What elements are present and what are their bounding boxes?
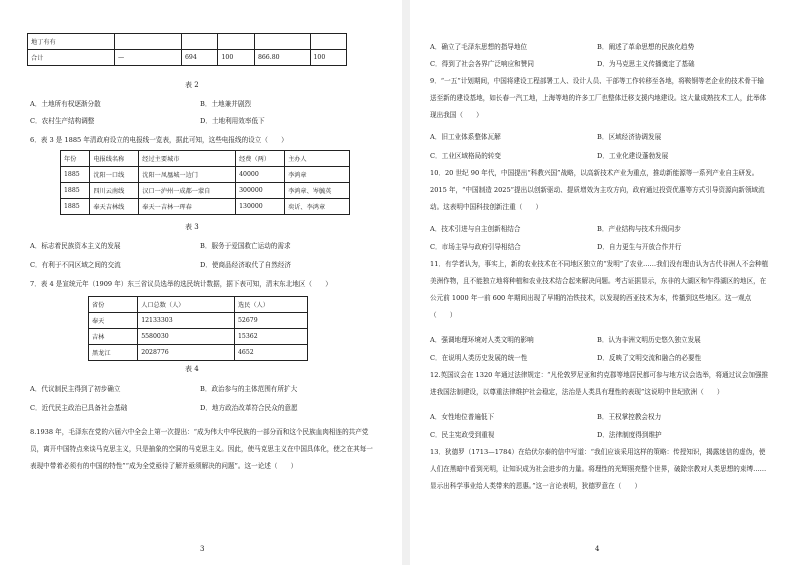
table-cell: 1885 [61, 199, 90, 215]
table-header-cell: 年份 [61, 151, 90, 167]
q12-option-c: C．民主宪政受到重视 [430, 431, 495, 439]
q11-option-a: A．强调地理环境对人类文明的影响 [430, 336, 534, 344]
q7-option-c: C．近代民主政治已具备社会基础 [30, 404, 128, 412]
table-cell [218, 34, 254, 50]
table-row [28, 34, 347, 50]
q11-option-b: B．认为非洲文明历史悠久独立发展 [597, 336, 701, 344]
table3 [60, 150, 350, 215]
table-cell: 奉天 [89, 313, 138, 329]
q8-option-d: D．为马克思主义传播奠定了基础 [597, 60, 695, 68]
q6-option-a: A．标志着民族资本主义的发展 [30, 242, 121, 250]
page-number: 3 [200, 545, 205, 553]
table-header-cell: 电报线名称 [90, 151, 139, 167]
q6-stem: 6．表 3 是 1885 年清政府设立的电报线一览表，据此可知，这些电报线的设立（ ） [30, 136, 288, 144]
table-cell: 1885 [61, 183, 90, 199]
table-header-cell: 省份 [89, 297, 138, 313]
q8-option-b: B．阐述了革命思想的民族化趋势 [597, 43, 695, 51]
q12-text: 12.英国议会在 1320 年通过法律规定：“凡伦敦罗尼亚和约克郡等地居民都可参与地方议会选举，将通过议会加强推进我国法制建设，以尊重法律维护社会稳定，法治是人类具有理性的表现”这说明中世纪欧洲（ ） [430, 371, 769, 396]
table-cell: 100 [310, 50, 347, 66]
table4 [88, 296, 308, 361]
table-row [89, 329, 308, 345]
q5-option-b: B．土地兼并剧烈 [200, 100, 252, 108]
q12-option-b: B．王权掌控教会权力 [597, 413, 662, 421]
table-row [89, 345, 308, 361]
table2-caption: 表 2 [185, 81, 199, 89]
q11-option-c: C．在说明人类历史发展的统一性 [430, 354, 528, 362]
table-header-cell: 选民（人） [234, 297, 307, 313]
table-cell: 12133303 [138, 313, 235, 329]
q10-option-d: D．自力更生与开放合作并行 [597, 243, 682, 251]
table-cell: 沈阳一凤凰城一边门 [139, 167, 236, 183]
table-cell: 吉林 [89, 329, 138, 345]
q6-option-c: C．有利于不同区域之间的交流 [30, 261, 121, 269]
table-cell: 100 [218, 50, 254, 66]
page-4 [412, 0, 800, 565]
table-cell: 52679 [234, 313, 307, 329]
page-number: 4 [595, 545, 600, 553]
table-cell: 4652 [234, 345, 307, 361]
q13-text: 13．狄德罗（1713—1784）在给伏尔泰的信中写道：“我们应该采用这样的策略：传授知识，揭露迷信的虚伪，使人们在黑暗中看到光明，让知识成为社会进步的力量。将理性的光辉照亮整个世界，破除宗教对人类思想的束缚……显示出科学事业给人类带来的恩惠。”这一言论表明，狄德罗意在（ ） [430, 448, 767, 490]
table-row [89, 313, 308, 329]
table-cell: — [115, 50, 182, 66]
table-row [61, 151, 350, 167]
table-cell: 40000 [236, 167, 285, 183]
q8-option-a: A．确立了毛泽东思想的指导地位 [430, 43, 528, 51]
q5-option-d: D．土地利用效率低下 [200, 117, 265, 125]
q9-option-a: A．旧工业体系整体瓦解 [430, 133, 501, 141]
table-cell: 合计 [28, 50, 115, 66]
q6-option-b: B．服务于爱国救亡运动的需求 [200, 242, 291, 250]
table-cell: 李鸿章 [285, 167, 350, 183]
table-cell: 沈阳一口线 [90, 167, 139, 183]
table-row [61, 167, 350, 183]
q6-option-d: D．使商品经济取代了自然经济 [200, 261, 292, 269]
q5-option-a: A．土地所有权逐渐分散 [30, 100, 101, 108]
q12-option-a: A．女性地位普遍低下 [430, 413, 495, 421]
q11-option-d: D．反映了文明交流和融合的必要性 [597, 354, 702, 362]
page-gutter [402, 0, 410, 565]
q9-option-c: C．工业区域格局的转变 [430, 152, 501, 160]
table-cell: 2028776 [138, 345, 235, 361]
q7-option-a: A．代议制民主得到了初步确立 [30, 385, 121, 393]
q9-option-d: D．工业化建设蓬勃发展 [597, 152, 669, 160]
q10-option-c: C．市场主导与政府引导相结合 [430, 243, 521, 251]
table-cell: 奕䜣、李鸿章 [285, 199, 350, 215]
q8-text: 8.1938 年，毛泽东在党的六届六中全会上第一次提出：“成为伟大中华民族的一部分而和这个民族血肉相连的共产党员，离开中国特点来谈马克思主义，只是抽象的空洞的马克思主义。因此，使马克思主义在中国具体化，使之在其每一表现中带着必须有的中国的特性”“成为全党亟待了解并亟须解决的问题”。这一论述（ ） [30, 428, 373, 470]
table-row [61, 183, 350, 199]
table4-caption: 表 4 [185, 365, 199, 373]
q8-option-c: C．得到了社会各界广泛响应和赞同 [430, 60, 534, 68]
q5-option-c: C．农村生产结构调整 [30, 117, 95, 125]
table-cell: 694 [182, 50, 218, 66]
q9-text: 9．“一五”计划期间，中国将建设工程部署工人、设计人员、干部等工作转移至各地，将鞍钢等老企业的技术骨干输送至新的建设基地，如长春一汽工地，上海等地的许多工厂也整体迁移支援内地建设。这大量成熟技术工人，此举体现出我国（ ） [430, 77, 767, 119]
q12-option-d: D．法律制度得到维护 [597, 431, 662, 439]
table-cell: 汉口一泸州一成都一蒙自 [139, 183, 236, 199]
q7-option-b: B．政治参与的主体范围有所扩大 [200, 385, 298, 393]
table-cell: 1885 [61, 167, 90, 183]
table-header-cell: 主办人 [285, 151, 350, 167]
table-cell [115, 34, 182, 50]
q7-option-d: D．地方政治改革符合民众的意愿 [200, 404, 298, 412]
table-cell: 5580030 [138, 329, 235, 345]
table-header-cell: 经费（两） [236, 151, 285, 167]
table-cell: 李鸿章、岑毓英 [285, 183, 350, 199]
table-row [28, 50, 347, 66]
top-table [27, 33, 347, 66]
table-cell [182, 34, 218, 50]
table-header-cell: 人口总数（人） [138, 297, 235, 313]
table-cell: 黑龙江 [89, 345, 138, 361]
table-cell: 866.80 [254, 50, 310, 66]
q10-text: 10．20 世纪 90 年代，中国提出“科教兴国”战略，以高新技术产业为重点，推动新能源等一系列产业自主研发。2015 年，“中国制造 2025”提出以创新驱动、提质增效为主攻方向，政府通过投资优惠等方式引导资源向新领域流动。这表明中国科技创新注重（ ） [430, 169, 765, 211]
table-cell: 300000 [236, 183, 285, 199]
q11-text: 11．有学者认为，事实上，新的农业技术在不同地区独立的“发明”了农业……我们没有理由认为古代非洲人不会种植美洲作物，且不能独立地将种植和农业技术结合起来解决问题。考古证据显示，东非的大湖区和乍得湖区的地区，在公元前 1000 年一前 600 年期间出现了早期的冶铁技术，以发现的西亚技术为本，传播到这些地区。这一观点（ ） [430, 260, 769, 319]
table-cell [310, 34, 347, 50]
table-cell: 四川云南线 [90, 183, 139, 199]
table-cell: 15362 [234, 329, 307, 345]
table-cell: 奉天吉林线 [90, 199, 139, 215]
table-cell: 130000 [236, 199, 285, 215]
table-row [89, 297, 308, 313]
table-cell: 地丁有有 [28, 34, 115, 50]
table-cell: 奉天一吉林一珲春 [139, 199, 236, 215]
q9-option-b: B．区域经济协调发展 [597, 133, 662, 141]
table-cell [254, 34, 310, 50]
q7-stem: 7．表 4 是宣统元年（1909 年）东三省议员选举的选民统计数据，据下表可知，清末东北地区（ ） [30, 280, 332, 288]
table-row [61, 199, 350, 215]
table3-caption: 表 3 [185, 223, 199, 231]
table-header-cell: 经过主要城市 [139, 151, 236, 167]
q10-option-b: B．产业结构与技术升级同步 [597, 225, 681, 233]
q10-option-a: A．技术引进与自主创新相结合 [430, 225, 521, 233]
